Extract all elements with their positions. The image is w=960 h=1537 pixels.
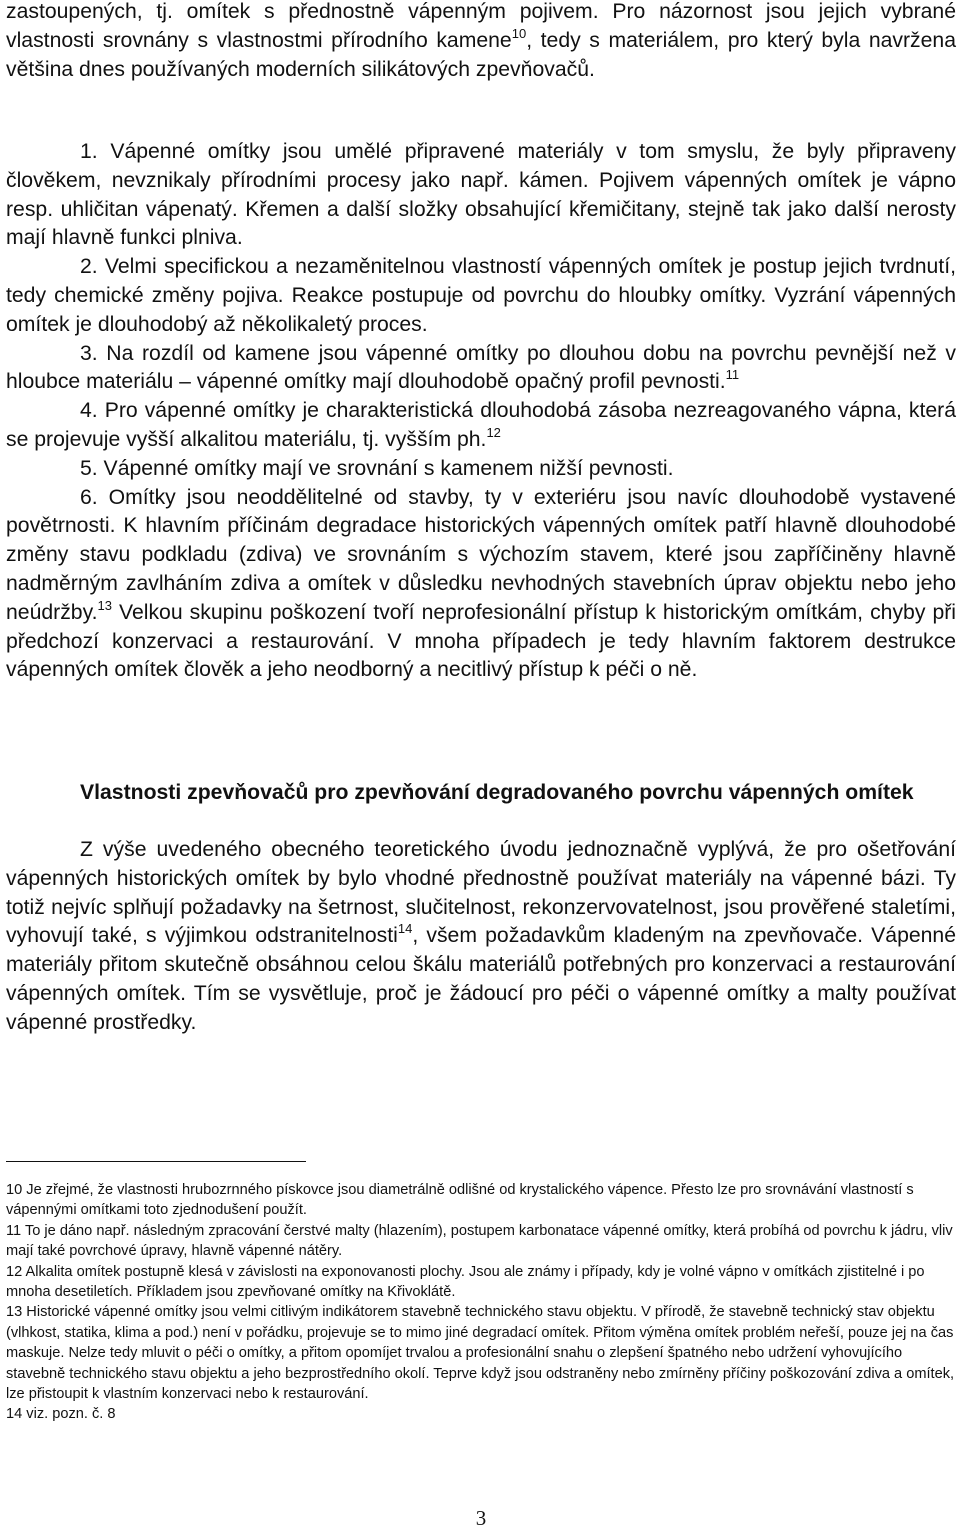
section-paragraph [6, 836, 956, 1038]
list-item-6-text: 6. Omítky jsou neoddělitelné od stavby, ty v exteriéru jsou navíc dlouhodobě vystavené povětrnosti. K hlavním příčinám degradace historických vápenných omítek patří hlavně dlouhodobé změny stavu podkladu (zdiva) ve srovnáním s výchozím stavem, které jsou zapříčiněny hlavně nadměrným zavlháním zdiva a omítek v důsledku nevhodných stavebních úprav objektu nebo jeho neúdržby. [6, 485, 956, 624]
intro-paragraph [6, 0, 956, 84]
list-item-6-rest: Velkou skupinu poškození tvoří neprofesionální přístup k historickým omítkám, chyby při předchozí konzervaci a restaurování. V mnoha případech je tedy hlavním faktorem destrukce vápenných omítek člověk a jeho neodborný a necitlivý přístup k péči o ně. [6, 600, 956, 682]
footnote-12: 12 Alkalita omítek postupně klesá v závislosti na exponovanosti plochy. Jsou ale známy i případy, kdy je volné vápno v omítkách zjistitelné i po mnoha desetiletích. Příkladem jsou zpevňované omítky na Křivoklátě. [6, 1263, 925, 1301]
list-item-1-text: 1. Vápenné omítky jsou umělé připravené materiály v tom smyslu, že byly připraveny člověkem, nevznikaly přírodními procesy jako např. kámen. Pojivem vápenných omítek je vápno resp. uhličitan vápenatý. Křemen a další složky obsahující křemičitany, stejně tak jako další nerosty mají hlavně funkci plniva. [6, 140, 956, 250]
section-heading: Vlastnosti zpevňovačů pro zpevňování degradovaného povrchu vápenných omítek [80, 781, 914, 804]
footnote-14: 14 viz. pozn. č. 8 [6, 1406, 116, 1423]
footnote-10: 10 Je zřejmé, že vlastnosti hrubozrnného pískovce jsou diametrálně odlišné od krystalického vápence. Přesto lze pro srovnávání vlastností s vápennými omítkami toto zjednodušení použít. [6, 1182, 914, 1219]
properties-list [6, 138, 956, 685]
footnote-ref-13[interactable]: 13 [97, 597, 112, 613]
list-item-5-text: 5. Vápenné omítky mají ve srovnání s kamenem nižší pevnosti. [80, 456, 674, 480]
list-item-4 [6, 397, 956, 455]
section-text-part1: Z výše uvedeného obecného teoretického úvodu jednoznačně vyplývá, že pro ošetřování vápenných historických omítek by bylo vhodné přednostně používat materiály na vápenné bázi. Ty totiž nejvíc splňují požadavky na šetrnost, slučitelnost, rekonzervovatelnost, jsou prověřené staletími, vyhovují také, s výjimkou odstranitelnosti [6, 838, 956, 948]
section-text-part2: , všem požadavkům kladeným na zpevňovače. Vápenné materiály přitom skutečně obsáhnou celou škálu materiálů potřebných pro konzervaci a restaurování vápenných omítek. Tím se vysvětluje, proč je žádoucí pro péči o vápenné omítky a malty používat vápenné prostředky. [6, 924, 956, 1034]
list-item-6 [6, 484, 956, 686]
list-item-2 [6, 253, 956, 339]
footnote-ref-14[interactable]: 14 [397, 921, 413, 937]
footnote-11: 11 To je dáno např. následným zpracování čerstvé malty (hlazením), postupem karbonatace vápenné omítky, která probíhá od povrchu k jádru, vliv mají také povrchové úpravy, hlavně vápenné nátěry. [6, 1222, 953, 1260]
list-item-4-text: 4. Pro vápenné omítky je charakteristická dlouhodobá zásoba nezreagovaného vápna, která se projevuje vyšší alkalitou materiálu, tj. vyšším ph. [6, 399, 956, 451]
list-item-3-text: 3. Na rozdíl od kamene jsou vápenné omítky po dlouhou dobu na povrchu pevnější než v hloubce materiálu – vápenné omítky mají dlouhodobě opačný profil pevnosti. [6, 341, 956, 394]
footnote-ref-12[interactable]: 12 [486, 424, 501, 440]
intro-text-part2: , tedy s materiálem, pro který byla navržena většina dnes používaných moderních silikátových zpevňovačů. [6, 28, 957, 81]
list-item-1 [6, 138, 956, 253]
footnote-ref-11[interactable]: 11 [725, 367, 740, 383]
footnote-separator [6, 1161, 306, 1162]
list-item-2-text: 2. Velmi specifickou a nezaměnitelnou vlastností vápenných omítek je postup jejich tvrdnutí, tedy chemické změny pojiva. Reakce postupuje od povrchu do hloubky omítky. Vyzrání vápenných omítek je dlouhodobý až několikaletý proces. [6, 255, 956, 336]
intro-text-part1: zastoupených, tj. omítek s přednostně vápenným pojivem. Pro názornost jsou jejich vybrané vlastnosti srovnány s vlastnostmi přírodního kamene [6, 0, 956, 52]
footnote-ref-10[interactable]: 10 [511, 25, 527, 41]
list-item-3 [6, 340, 956, 398]
page-number: 3 [475, 1506, 487, 1530]
list-item-5 [6, 455, 956, 484]
footnote-13: 13 Historické vápenné omítky jsou velmi citlivým indikátorem stavebně technického stavu objektu. V přírodě, že stavebně technický stav objektu (vlhkost, statika, klima a pod.) není v pořádku, projevuje se to mimo jiné degradací omítek. Přitom výměna omítek problém neřeší, pouze jej na čas maskuje. Nelze tedy mluvit o péči o omítky, a přitom opomíjet trvalou a profesionální snahu o zlepšení špatného nebo udržení vyhovujícího stavebně technického stavu objektu a jeho bezprostředního okolí. Teprve když jsou odstraněny nebo zmírněny příčiny poškozování zdiva a omítek, lze přistoupit k vlastním konzervaci nebo k restaurování. [6, 1304, 955, 1403]
footnotes-list [6, 1180, 956, 1425]
